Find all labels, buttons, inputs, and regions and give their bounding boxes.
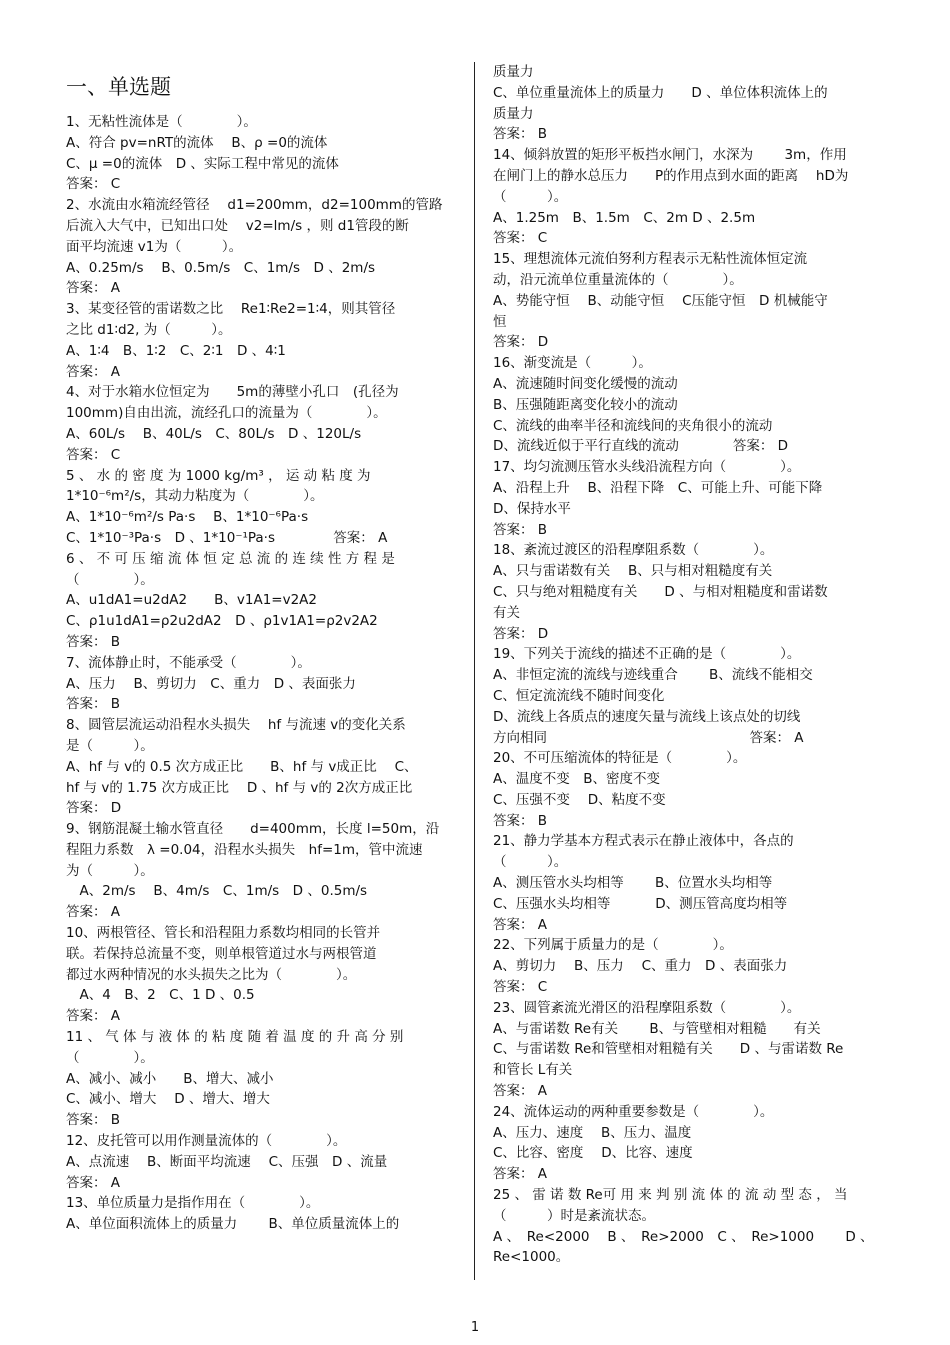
text-line: （ ）。 (493, 854, 568, 871)
text-line: 答案： C (66, 446, 121, 463)
section-title: 一、单选题 (66, 75, 171, 99)
text-line: A、4 B、2 C、1 D 、0.5 (66, 987, 255, 1004)
text-line: 答案： B (66, 633, 121, 650)
text-line: C、单位重量流体上的质量力 D 、单位体积流体上的 (493, 84, 828, 101)
text-line: C、减小、增大 D 、增大、增大 (66, 1091, 270, 1108)
text-line: A、1∶4 B、1∶2 C、2∶1 D 、4∶1 (66, 342, 286, 359)
text-line: A、流速随时间变化缓慢的流动 (493, 375, 678, 392)
text-line: 8、圆管层流运动沿程水头损失 hf 与流速 v的变化关系 (66, 717, 406, 734)
text-line: 22、下列属于质量力的是（ ）。 (493, 937, 733, 954)
text-line: （ ）。 (66, 1049, 154, 1066)
text-line: C、μ =0的流体 D 、实际工程中常见的流体 (66, 155, 339, 172)
text-line: 答案： D (66, 800, 122, 817)
text-line: C、压强不变 D、粘度不变 (493, 791, 666, 808)
text-line: A、u1dA1=u2dA2 B、v1A1=v2A2 (66, 592, 318, 609)
text-line: 答案： D (493, 334, 549, 351)
text-line: 动，沿元流单位重量流体的（ ）。 (493, 271, 743, 288)
text-line: 恒 (493, 313, 507, 330)
text-line: 答案： B (493, 812, 548, 829)
text-line: A、单位面积流体上的质量力 B、单位质量流体上的 (66, 1216, 400, 1233)
text-line: 20、不可压缩流体的特征是（ ）。 (493, 750, 747, 767)
text-line: A、符合 pv=nRT的流体 B、ρ =0的流体 (66, 134, 328, 151)
text-line: 5 、 水 的 密 度 为 1000 kg/m³ ， 运 动 粘 度 为 (66, 467, 371, 484)
text-line: 答案： C (493, 230, 548, 247)
text-line: A、压力、速度 B、压力、温度 (493, 1124, 692, 1141)
text-line: 3、某变径管的雷诺数之比 Re1∶Re2=1∶4，则其管径 (66, 301, 396, 318)
text-line: 7、流体静止时，不能承受（ ）。 (66, 654, 311, 671)
text-line: 17、均匀流测压管水头线沿流程方向（ ）。 (493, 459, 801, 476)
text-line: 为（ ）。 (66, 862, 154, 879)
text-line: （ ）。 (66, 571, 154, 588)
text-line: 答案： A (493, 1083, 548, 1100)
text-line: A、沿程上升 B、沿程下降 C、可能上升、可能下降 (493, 479, 823, 496)
text-line: D、流线上各质点的速度矢量与流线上该点处的切线 (493, 708, 801, 725)
text-line: 9、钢筋混凝土输水管直径 d=400mm，长度 l=50m，沿 (66, 821, 440, 838)
text-line: 后流入大气中，已知出口处 v2=lm/s ，则 d1管段的断 (66, 217, 409, 234)
text-line: 答案： A (66, 904, 121, 921)
text-line: 和管长 L有关 (493, 1062, 573, 1079)
text-line: A、测压管水头均相等 B、位置水头均相等 (493, 875, 773, 892)
text-line: 25 、 雷 诺 数 Re可 用 来 判 别 流 体 的 流 动 型 态 ， 当 (493, 1187, 848, 1204)
text-line: D、保持水平 (493, 500, 571, 517)
text-line: 答案： A (493, 916, 548, 933)
text-line: 有关 (493, 604, 520, 621)
text-line: 答案： A (66, 363, 121, 380)
text-line: C、只与绝对粗糙度有关 D 、与相对粗糙度和雷诺数 (493, 583, 828, 600)
text-line: 是（ ）。 (66, 737, 154, 754)
text-line: （ ）。 (493, 188, 568, 205)
text-line: D、流线近似于平行直线的流动 答案： D (493, 438, 789, 455)
text-line: C、与雷诺数 Re和管壁相对粗糙有关 D 、与雷诺数 Re (493, 1041, 844, 1058)
text-line: 10、两根管径、管长和沿程阻力系数均相同的长管并 (66, 925, 381, 942)
text-line: A、非恒定流的流线与迹线重合 B、流线不能相交 (493, 667, 813, 684)
text-line: A 、 Re<2000 B 、 Re>2000 C 、 Re>1000 D 、 (493, 1228, 874, 1245)
text-line: 程阻力系数 λ =0.04，沿程水头损失 hf=1m，管中流速 (66, 841, 423, 858)
text-line: 答案： B (493, 126, 548, 143)
text-line: 联。若保持总流量不变，则单根管道过水与两根管道 (66, 945, 377, 962)
text-line: A、压力 B、剪切力 C、重力 D 、表面张力 (66, 675, 356, 692)
text-line: 11 、 气 体 与 液 体 的 粘 度 随 着 温 度 的 升 高 分 别 (66, 1029, 404, 1046)
text-line: 答案： B (66, 1112, 121, 1129)
text-line: 在闸门上的静水总压力 P的作用点到水面的距离 hD为 (493, 167, 849, 184)
text-line: 2、水流由水箱流经管径 d1=200mm，d2=100mm的管路 (66, 197, 443, 214)
page-number: 1 (470, 1320, 480, 1335)
text-line: 16、渐变流是（ ）。 (493, 355, 652, 372)
text-line: 答案： A (66, 1008, 121, 1025)
text-line: 质量力 (493, 64, 534, 80)
text-line: C、流线的曲率半径和流线间的夹角很小的流动 (493, 417, 773, 434)
text-line: C、1*10⁻³Pa·s D 、1*10⁻¹Pa·s 答案： A (66, 529, 388, 546)
text-line: A、0.25m/s B、0.5m/s C、1m/s D 、2m/s (66, 259, 376, 276)
text-line: A、1.25m B、1.5m C、2m D 、2.5m (493, 209, 756, 226)
text-line: A、剪切力 B、压力 C、重力 D 、表面张力 (493, 958, 788, 975)
text-line: 之比 d1∶d2, 为（ ）。 (66, 321, 232, 338)
text-line: 答案： B (66, 696, 121, 713)
text-line: 答案： B (493, 521, 548, 538)
left-question-list (66, 112, 462, 1235)
text-line: 1、无粘性流体是（ ）。 (66, 114, 257, 130)
text-line: A、1*10⁻⁶m²/s Pa·s B、1*10⁻⁶Pa·s (66, 509, 309, 526)
text-line: 21、静力学基本方程式表示在静止液体中，各点的 (493, 833, 794, 850)
text-line: C、压强水头均相等 D、测压管高度均相等 (493, 895, 788, 912)
text-line: A、势能守恒 B、动能守恒 C压能守恒 D 机械能守 (493, 292, 828, 309)
text-line: 答案： C (66, 176, 121, 193)
text-line: 14、倾斜放置的矩形平板挡水闸门，水深为 3m，作用 (493, 147, 847, 164)
text-line: A、hf 与 v的 0.5 次方成正比 B、hf 与 v成正比 C、 (66, 758, 418, 775)
right-column (493, 62, 885, 1268)
text-line: 答案： D (493, 625, 549, 642)
text-line: 6 、 不 可 压 缩 流 体 恒 定 总 流 的 连 续 性 方 程 是 (66, 550, 395, 567)
text-line: A、减小、减小 B、增大、减小 (66, 1070, 274, 1087)
text-line: Re<1000。 (493, 1249, 570, 1266)
text-line: 100mm)自由出流，流经孔口的流量为（ ）。 (66, 405, 387, 422)
text-line: C、比容、密度 D、比容、速度 (493, 1145, 693, 1162)
text-line: A、60L/s B、40L/s C、80L/s D 、120L/s (66, 425, 362, 442)
text-line: 4、对于水箱水位恒定为 5m的薄壁小孔口 (孔径为 (66, 384, 399, 401)
text-line: 答案： C (493, 979, 548, 996)
text-line: 18、紊流过渡区的沿程摩阻系数（ ）。 (493, 542, 774, 559)
text-line: B、压强随距离变化较小的流动 (493, 396, 678, 413)
text-line: 都过水两种情况的水头损失之比为（ ）。 (66, 966, 357, 983)
text-line: 答案： A (493, 1166, 548, 1183)
text-line: 13、单位质量力是指作用在（ ）。 (66, 1195, 320, 1212)
text-line: A、点流速 B、断面平均流速 C、压强 D 、流量 (66, 1153, 388, 1170)
left-column (66, 72, 462, 1235)
text-line: 12、皮托管可以用作测量流体的（ ）。 (66, 1133, 347, 1150)
column-divider (474, 62, 475, 1280)
text-line: A、只与雷诺数有关 B、只与相对粗糙度有关 (493, 563, 773, 580)
text-line: （ ）时是紊流状态。 (493, 1207, 655, 1224)
text-line: 答案： A (66, 1174, 121, 1191)
text-line: hf 与 v的 1.75 次方成正比 D 、hf 与 v的 2次方成正比 (66, 779, 413, 796)
text-line: 23、圆管紊流光滑区的沿程摩阻系数（ ）。 (493, 999, 801, 1016)
text-line: A、与雷诺数 Re有关 B、与管壁相对粗糙 有关 (493, 1020, 821, 1037)
text-line: 答案： A (66, 280, 121, 297)
text-line: 15、理想流体元流伯努利方程表示无粘性流体恒定流 (493, 251, 808, 268)
text-line: A、温度不变 B、密度不变 (493, 771, 660, 788)
text-line: 方向相同 答案： A (493, 729, 804, 746)
text-line: 24、流体运动的两种重要参数是（ ）。 (493, 1103, 774, 1120)
text-line: 19、下列关于流线的描述不正确的是（ ）。 (493, 646, 801, 663)
text-line: C、恒定流流线不随时间变化 (493, 687, 665, 704)
text-line: C、ρ1u1dA1=ρ2u2dA2 D 、ρ1v1A1=ρ2v2A2 (66, 613, 378, 630)
text-line: A、2m/s B、4m/s C、1m/s D 、0.5m/s (66, 883, 368, 900)
text-line: 面平均流速 v1为（ ）。 (66, 238, 243, 255)
right-question-list (493, 62, 885, 1268)
text-line: 质量力 (493, 105, 534, 122)
text-line: 1*10⁻⁶m²/s，其动力粘度为（ ）。 (66, 488, 324, 505)
